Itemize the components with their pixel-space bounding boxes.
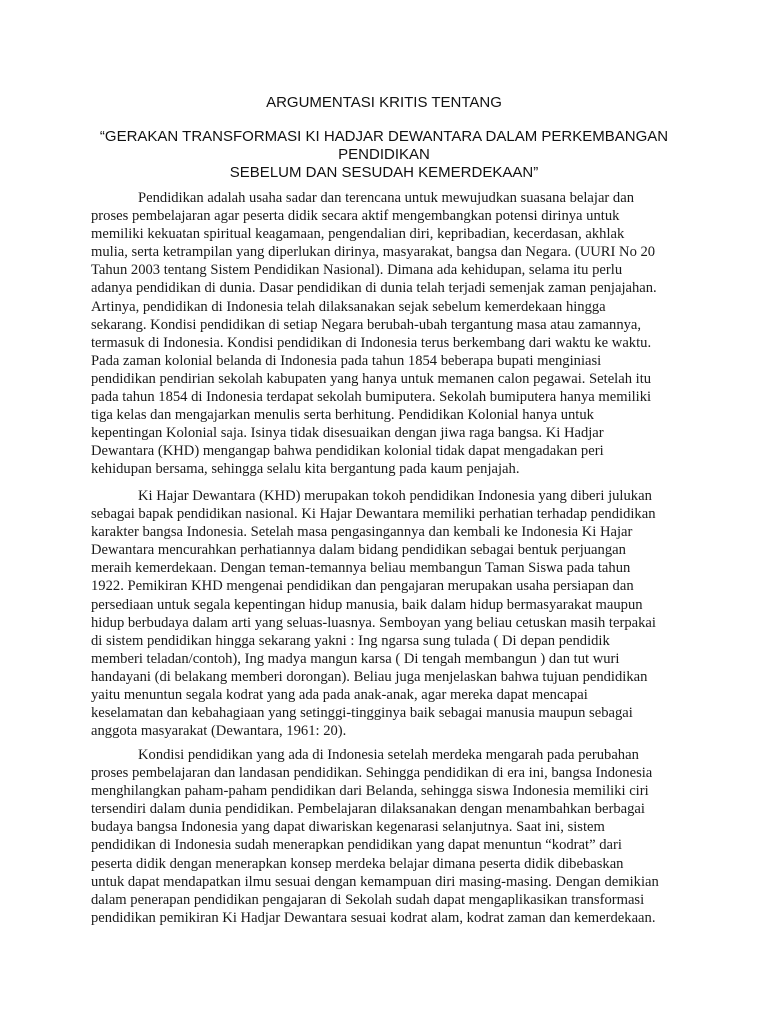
paragraph-line: di sistem pendidikan hingga sekarang yakni : Ing ngarsa sung tulada ( Di depan pendidik [91,632,610,649]
paragraph-line: Pada zaman kolonial belanda di Indonesia pada tahun 1854 beberapa bupati menginiasi [91,352,602,369]
paragraph-line: budaya bangsa Indonesia yang dapat diwariskan kegenarasi selanjutnya. Saat ini, sistem [91,819,605,836]
paragraph-2 [91,487,683,740]
paragraph-line: yaitu menuntun segala kodrat yang ada pada anak-anak, agar mereka dapat mencapai [91,687,588,704]
paragraph-line: Ki Hajar Dewantara (KHD) merupakan tokoh pendidikan Indonesia yang diberi julukan [138,488,652,504]
paragraph-line: hidup berbudaya dalam arti yang seluas-luasnya. Semboyan yang beliau cetuskan masih terpakai [91,614,656,631]
paragraph-line: pendidikan pemikiran Ki Hadjar Dewantara sesuai kodrat alam, kodrat zaman dan kemerdekaan. [91,909,656,926]
paragraph-line: Pendidikan adalah usaha sadar dan terencana untuk mewujudkan suasana belajar dan [138,190,634,206]
subtitle-line: SEBELUM DAN SESUDAH KEMERDEKAAN” [229,164,539,181]
paragraph-line: adanya pendidikan di dunia. Dasar pendidikan di dunia telah terjadi semenjak zaman penjajahan. [91,280,657,297]
paragraph-line: kepentingan Kolonial saja. Isinya tidak disesuaikan dengan jiwa raga bangsa. Ki Hadjar [91,425,604,442]
paragraph-line: sebagai bapak pendidikan nasional. Ki Hajar Dewantara memiliki perhatian terhadap pendidikan [91,506,656,523]
paragraph-line: pendidikan pendirian sekolah kabupaten yang hanya untuk memanen calon pegawai. Setelah itu [91,370,652,387]
paragraph-line: pendidikan di Indonesia sudah menerapkan pendidikan yang dapat menuntun “kodrat” dari [91,837,622,854]
document-title [80,94,688,112]
subtitle-line: “GERAKAN TRANSFORMASI KI HADJAR DEWANTARA DALAM PERKEMBANGAN [99,128,669,145]
paragraph-line: sekarang. Kondisi pendidikan di setiap Negara berubah-ubah tergantung masa atau zamannya, [91,316,642,333]
paragraph-line: persediaan untuk segala kepentingan hidup manusia, baik dalam hidup bermasyarakat maupun [91,596,643,613]
paragraph-line: proses pembelajaran agar peserta didik secara aktif mengembangkan potensi dirinya untuk [91,208,620,225]
paragraph-line: termasuk di Indonesia. Kondisi pendidikan di Indonesia terus berkembang dari waktu ke waktu. [91,334,652,351]
paragraph-line: mulia, serta ketrampilan yang diperlukan dirinya, masyarakat, bangsa dan Negara. (UURI No 20 [91,244,656,261]
paragraph-line: Tahun 2003 tentang Sistem Pendidikan Nasional). Dimana ada kehidupan, selama itu perlu [91,262,623,279]
paragraph-line: peserta didik dengan menerapkan konsep merdeka belajar dimana peserta didik dibebaskan [91,855,624,872]
paragraph-line: meraih kemerdekaan. Dengan teman-temannya beliau membangun Taman Siswa pada tahun [91,560,631,577]
paragraph-line: karakter bangsa Indonesia. Setelah masa pengasingannya dan kembali ke Indonesia Ki Hajar [91,524,633,541]
paragraph-line: tersendiri dalam dunia pendidikan. Pembelajaran dilaksanakan dengan menambahkan berbagai [91,801,645,818]
paragraph-line: Artinya, pendidikan di Indonesia telah dilaksanakan sejak sebelum kemerdekaan hingga [91,298,606,315]
paragraph-line: proses pembelajaran dan landasan pendidikan. Sehingga pendidikan di era ini, bangsa Indonesia [91,765,653,782]
paragraph-line: Kondisi pendidikan yang ada di Indonesia setelah merdeka mengarah pada perubahan [138,747,639,763]
paragraph-line: memiliki kekuatan spiritual keagamaan, pengendalian diri, kepribadian, kecerdasan, akhlak [91,226,625,243]
paragraph-3 [91,746,683,927]
paragraph-line: tiga kelas dan mengajarkan menulis serta berhitung. Pendidikan Kolonial hanya untuk [91,407,594,424]
paragraph-line: handayani (di belakang memberi dorongan). Beliau juga menjelaskan bahwa tujuan pendidikan [91,668,648,685]
paragraph-line: menghilangkan paham-paham pendidikan dari Belanda, sehingga siswa Indonesia memiliki ciri [91,783,649,800]
paragraph-line: memberi teladan/contoh), Ing madya mangun karsa ( Di tengah membangun ) dan tut wuri [91,650,620,667]
paragraph-1 [91,189,683,479]
paragraph-line: untuk dapat mendapatkan ilmu sesuai dengan kemampuan diri masing-masing. Dengan demikian [91,873,659,890]
paragraph-line: anggota masyarakat (Dewantara, 1961: 20). [91,723,347,740]
paragraph-line: dalam penerapan pendidikan pengajaran di Sekolah sudah dapat mengaplikasikan transformasi [91,891,645,908]
paragraph-line: Dewantara (KHD) mengangap bahwa pendidikan kolonial tidak dapat mengadakan peri [91,443,604,460]
document-subtitle [80,128,688,182]
paragraph-line: Dewantara mencurahkan perhatiannya dalam bidang pendidikan sebagai bentuk perjuangan [91,542,626,559]
paragraph-line: kehidupan bersama, sehingga selalu kita bergantung pada kaum penjajah. [91,461,520,478]
title-line: ARGUMENTASI KRITIS TENTANG [266,94,502,111]
paragraph-line: pada tahun 1854 di Indonesia terdapat sekolah bumiputera. Sekolah bumiputera hanya memiliki [91,389,652,406]
subtitle-line: PENDIDIKAN [338,146,430,163]
paragraph-line: keselamatan dan kebahagiaan yang setinggi-tingginya baik sebagai manusia maupun sebagai [91,705,633,722]
paragraph-line: 1922. Pemikiran KHD mengenai pendidikan dan pengajaran merupakan usaha persiapan dan [91,578,634,595]
